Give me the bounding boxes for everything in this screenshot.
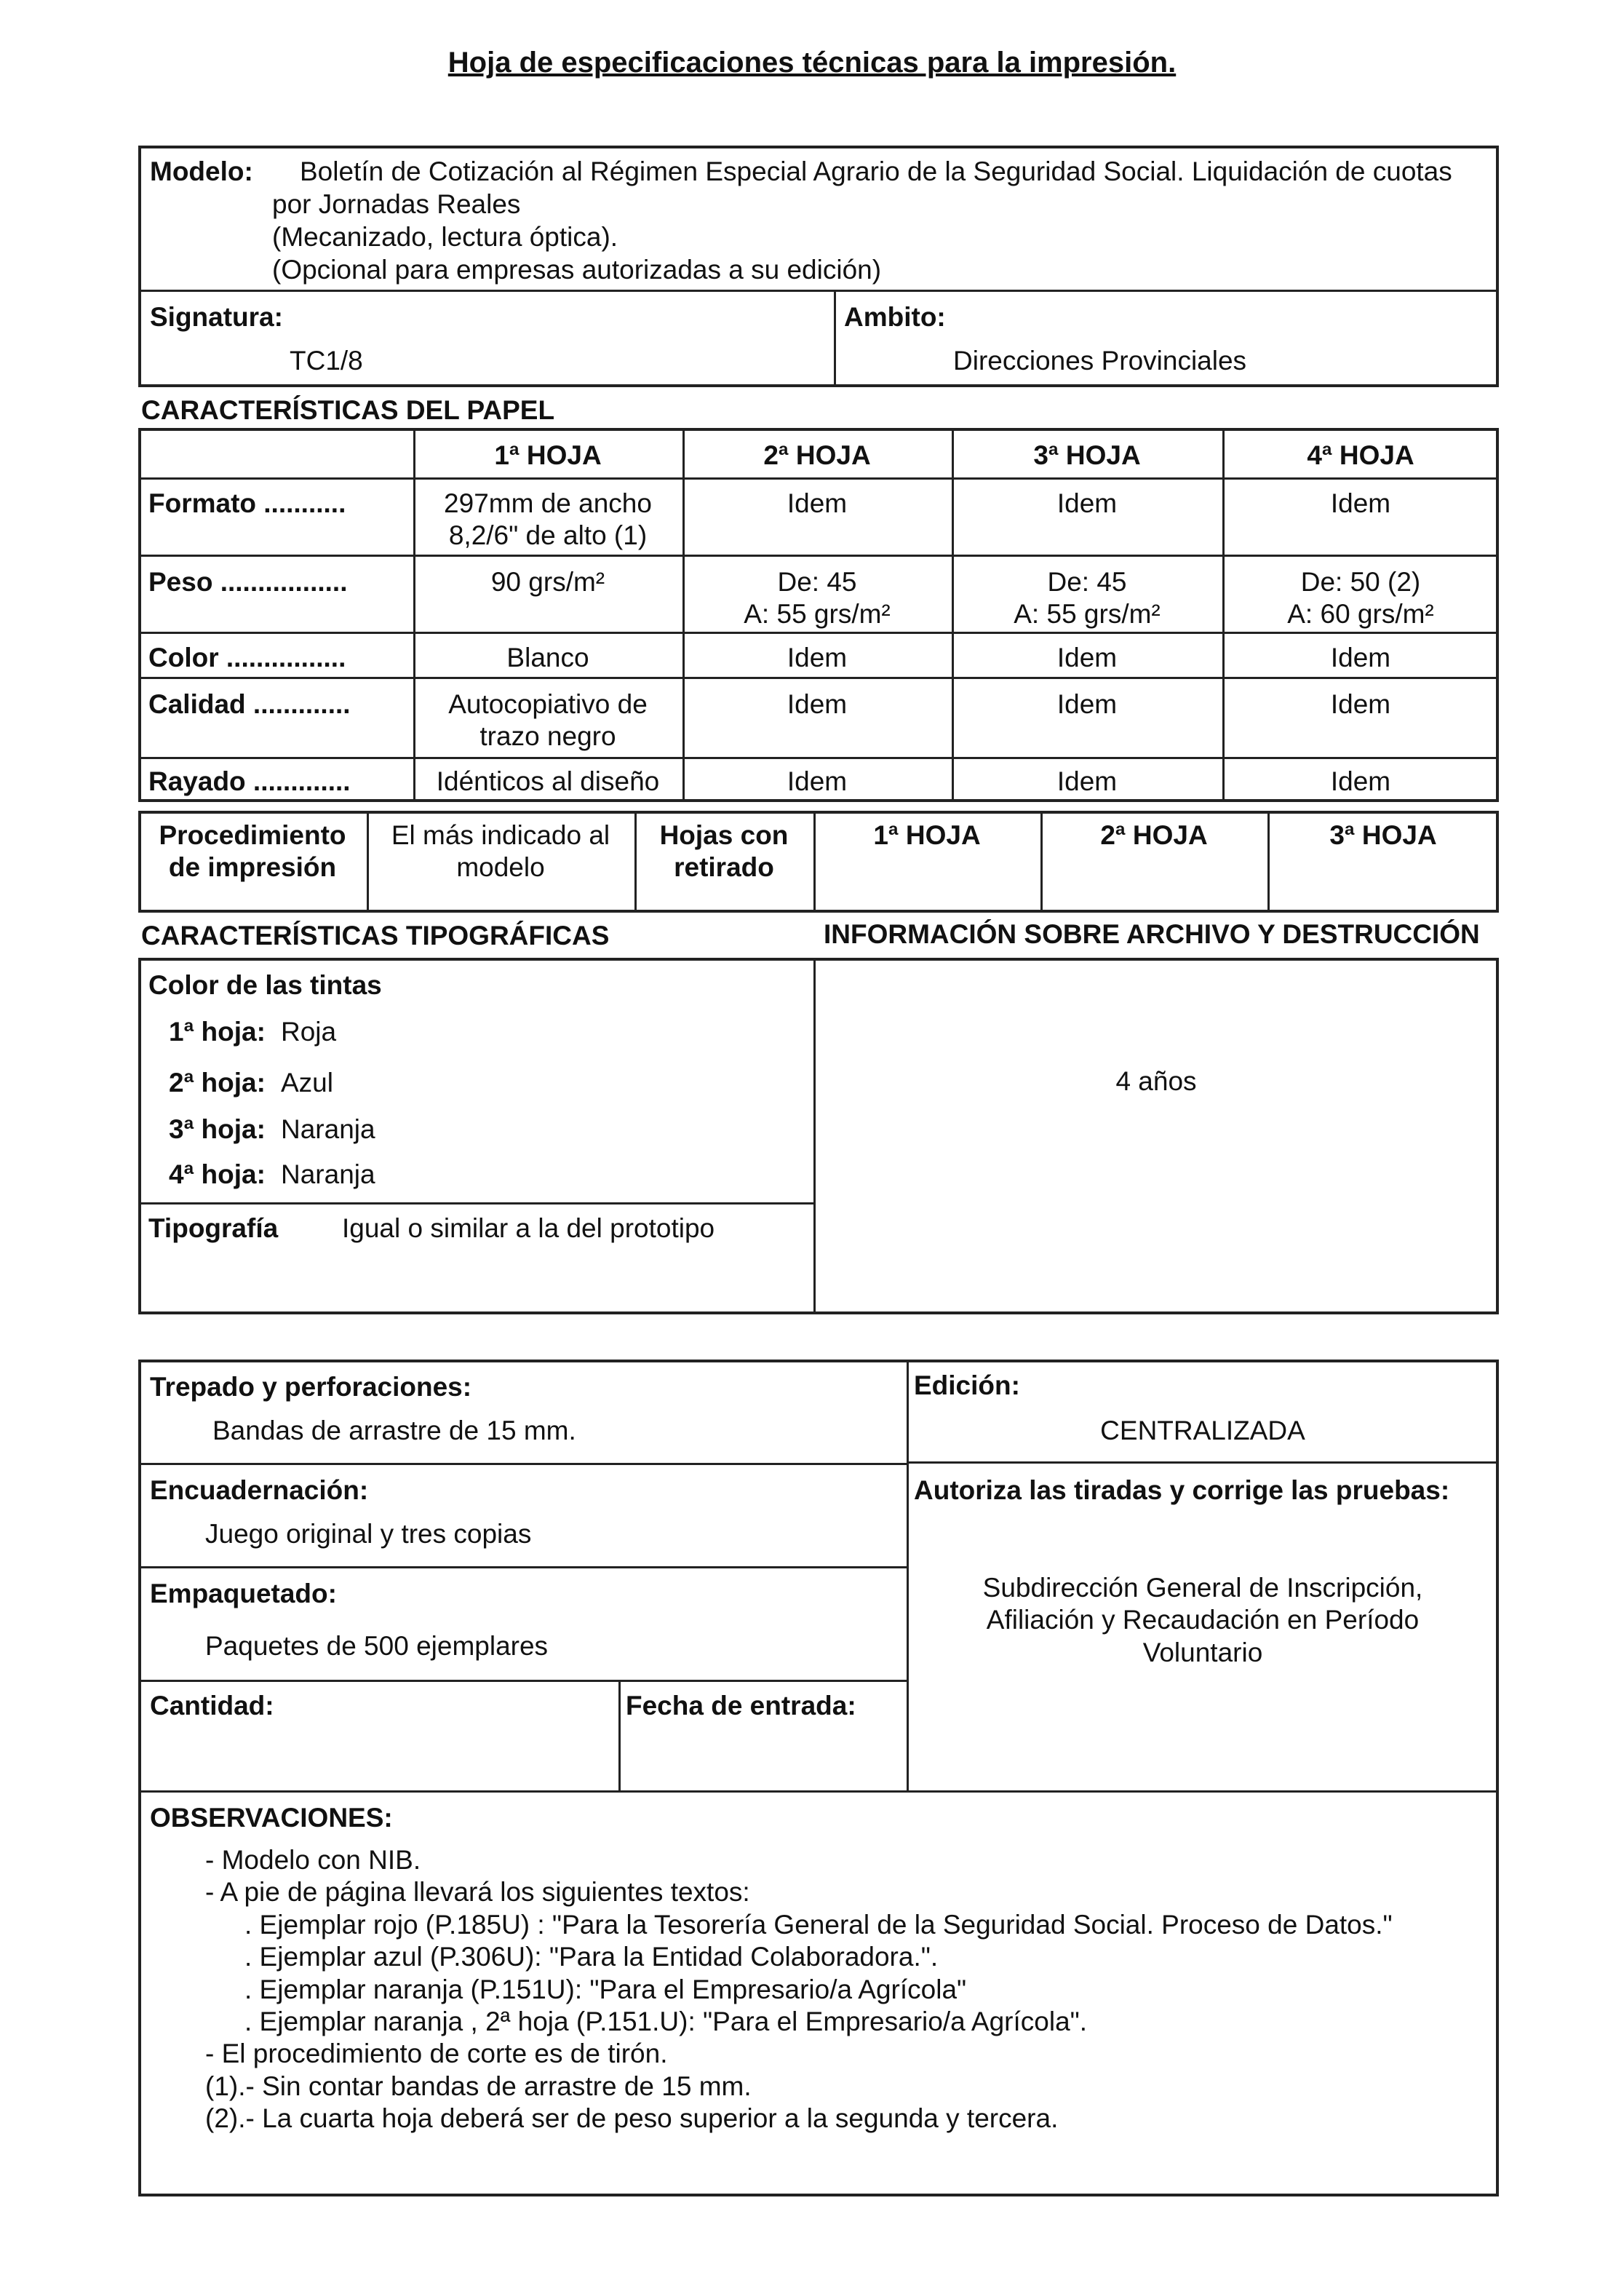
retirado-header-hoja-2: 2ª HOJA (1100, 820, 1208, 850)
trepado-label: Trepado y perforaciones: (150, 1372, 472, 1402)
cell-rayado-hoja-1: Idénticos al diseño (436, 766, 660, 796)
signatura-label: Signatura: (150, 302, 283, 332)
cell-formato-hoja-1: 297mm de ancho 8,2/6" de alto (1) (444, 488, 652, 551)
cell-peso-hoja-1: 90 grs/m² (490, 567, 605, 597)
modelo-line-1: Boletín de Cotización al Régimen Especial Agrario de la Seguridad Social. Liquidación de cuotas (300, 156, 1452, 186)
observaciones-label: OBSERVACIONES: (150, 1803, 393, 1833)
cell-formato-hoja-2: Idem (787, 488, 848, 518)
cell-rayado-hoja-3: Idem (1056, 766, 1118, 796)
modelo-line-3: (Mecanizado, lectura óptica). (272, 222, 618, 252)
papel-header-hoja-3: 3ª HOJA (1033, 440, 1141, 470)
observacion-line: . Ejemplar naranja (P.151U): "Para el Empresario/a Agrícola" (244, 1974, 967, 2004)
divider (138, 1680, 907, 1682)
edicion-value: CENTRALIZADA (1100, 1416, 1305, 1445)
ink-3-value: Naranja (281, 1114, 375, 1144)
procedimiento-value: El más indicado al modelo (391, 820, 610, 883)
empaquetado-label: Empaquetado: (150, 1579, 337, 1608)
cell-calidad-hoja-3: Idem (1056, 689, 1118, 719)
encuadernacion-value: Juego original y tres copias (205, 1519, 532, 1549)
ink-1-label: 1ª hoja: (169, 1017, 266, 1047)
tipografia-label: Tipografía (148, 1213, 279, 1243)
cell-peso-hoja-2: De: 45 A: 55 grs/m² (744, 567, 891, 630)
row-label-peso: Peso ................. (148, 567, 348, 597)
modelo-line-2: por Jornadas Reales (272, 189, 521, 219)
cell-rayado-hoja-4: Idem (1330, 766, 1391, 796)
divider (138, 677, 1499, 679)
papel-section-title: CARACTERÍSTICAS DEL PAPEL (141, 395, 555, 425)
divider (138, 477, 1499, 480)
divider (907, 1461, 1499, 1464)
cell-color-hoja-1: Blanco (506, 643, 589, 672)
modelo-label: Modelo: (150, 156, 253, 186)
divider (138, 632, 1499, 634)
row-label-calidad: Calidad ............. (148, 689, 351, 719)
row-label-formato: Formato ........... (148, 488, 346, 518)
encuadernacion-label: Encuadernación: (150, 1475, 369, 1505)
divider (138, 757, 1499, 759)
color-tintas-label: Color de las tintas (148, 970, 382, 1000)
papel-header-hoja-2: 2ª HOJA (763, 440, 871, 470)
autoriza-label: Autoriza las tiradas y corrige las pruebas: (914, 1475, 1450, 1505)
archivo-value: 4 años (1115, 1066, 1197, 1096)
observacion-line: . Ejemplar azul (P.306U): "Para la Entidad Colaboradora.". (244, 1942, 939, 1972)
page-title: Hoja de especificaciones técnicas para la impresión. (447, 47, 1177, 79)
retirado-header-hoja-1: 1ª HOJA (873, 820, 981, 850)
ambito-value: Direcciones Provinciales (953, 346, 1247, 376)
row-label-rayado: Rayado ............. (148, 766, 351, 796)
modelo-line-4: (Opcional para empresas autorizadas a su edición) (272, 255, 882, 285)
divider (813, 958, 816, 1314)
observacion-line: (1).- Sin contar bandas de arrastre de 15 mm. (205, 2071, 752, 2101)
cantidad-label: Cantidad: (150, 1691, 274, 1721)
tipograficas-section-title: CARACTERÍSTICAS TIPOGRÁFICAS (141, 921, 610, 951)
procedimiento-label: Procedimiento de impresión (159, 820, 346, 883)
divider (138, 1790, 1499, 1793)
cell-calidad-hoja-4: Idem (1330, 689, 1391, 719)
observacion-line: - A pie de página llevará los siguientes textos: (205, 1877, 750, 1908)
fecha-entrada-label: Fecha de entrada: (626, 1691, 856, 1721)
observacion-line: . Ejemplar naranja , 2ª hoja (P.151.U): "Para el Empresario/a Agrícola". (244, 2006, 1088, 2036)
ink-3-label: 3ª hoja: (169, 1114, 266, 1144)
observacion-line: - El procedimiento de corte es de tirón. (205, 2039, 668, 2069)
ink-2-value: Azul (281, 1068, 333, 1098)
archivo-section-title: INFORMACIÓN SOBRE ARCHIVO Y DESTRUCCIÓN (824, 919, 1480, 949)
tipografia-value: Igual o similar a la del prototipo (342, 1213, 715, 1243)
divider (618, 1680, 621, 1790)
cell-color-hoja-2: Idem (787, 643, 848, 672)
divider (138, 1463, 907, 1465)
cell-color-hoja-3: Idem (1056, 643, 1118, 672)
observacion-line: - Modelo con NIB. (205, 1845, 421, 1875)
divider (138, 1566, 907, 1568)
cell-formato-hoja-4: Idem (1330, 488, 1391, 518)
divider (138, 555, 1499, 557)
papel-header-hoja-1: 1ª HOJA (494, 440, 602, 470)
edicion-label: Edición: (914, 1370, 1020, 1400)
divider (138, 290, 1499, 292)
retirado-header-hoja-3: 3ª HOJA (1329, 820, 1437, 850)
empaquetado-value: Paquetes de 500 ejemplares (205, 1631, 549, 1661)
observacion-line: . Ejemplar rojo (P.185U) : "Para la Tesorería General de la Seguridad Social. Proceso de Datos." (244, 1909, 1393, 1940)
observaciones-list (205, 1844, 1471, 2135)
papel-header-hoja-4: 4ª HOJA (1307, 440, 1414, 470)
signatura-value: TC1/8 (290, 346, 363, 376)
ink-4-label: 4ª hoja: (169, 1159, 266, 1189)
observacion-line: (2).- La cuarta hoja deberá ser de peso superior a la segunda y tercera. (205, 2103, 1059, 2134)
cell-peso-hoja-3: De: 45 A: 55 grs/m² (1014, 567, 1161, 630)
cell-rayado-hoja-2: Idem (787, 766, 848, 796)
cell-calidad-hoja-2: Idem (787, 689, 848, 719)
ambito-label: Ambito: (844, 302, 946, 332)
cell-peso-hoja-4: De: 50 (2) A: 60 grs/m² (1287, 567, 1434, 630)
ink-2-label: 2ª hoja: (169, 1068, 266, 1098)
ink-4-value: Naranja (281, 1159, 375, 1189)
row-label-color: Color ................ (148, 643, 346, 672)
divider (834, 290, 836, 387)
divider (138, 1202, 813, 1205)
autoriza-value: Subdirección General de Inscripción, Afiliación y Recaudación en Período Voluntario (982, 1573, 1423, 1667)
hojas-con-retirado-label: Hojas con retirado (659, 820, 789, 883)
cell-calidad-hoja-1: Autocopiativo de trazo negro (448, 689, 648, 752)
trepado-value: Bandas de arrastre de 15 mm. (212, 1416, 576, 1445)
cell-formato-hoja-3: Idem (1056, 488, 1118, 518)
ink-1-value: Roja (281, 1017, 337, 1047)
cell-color-hoja-4: Idem (1330, 643, 1391, 672)
